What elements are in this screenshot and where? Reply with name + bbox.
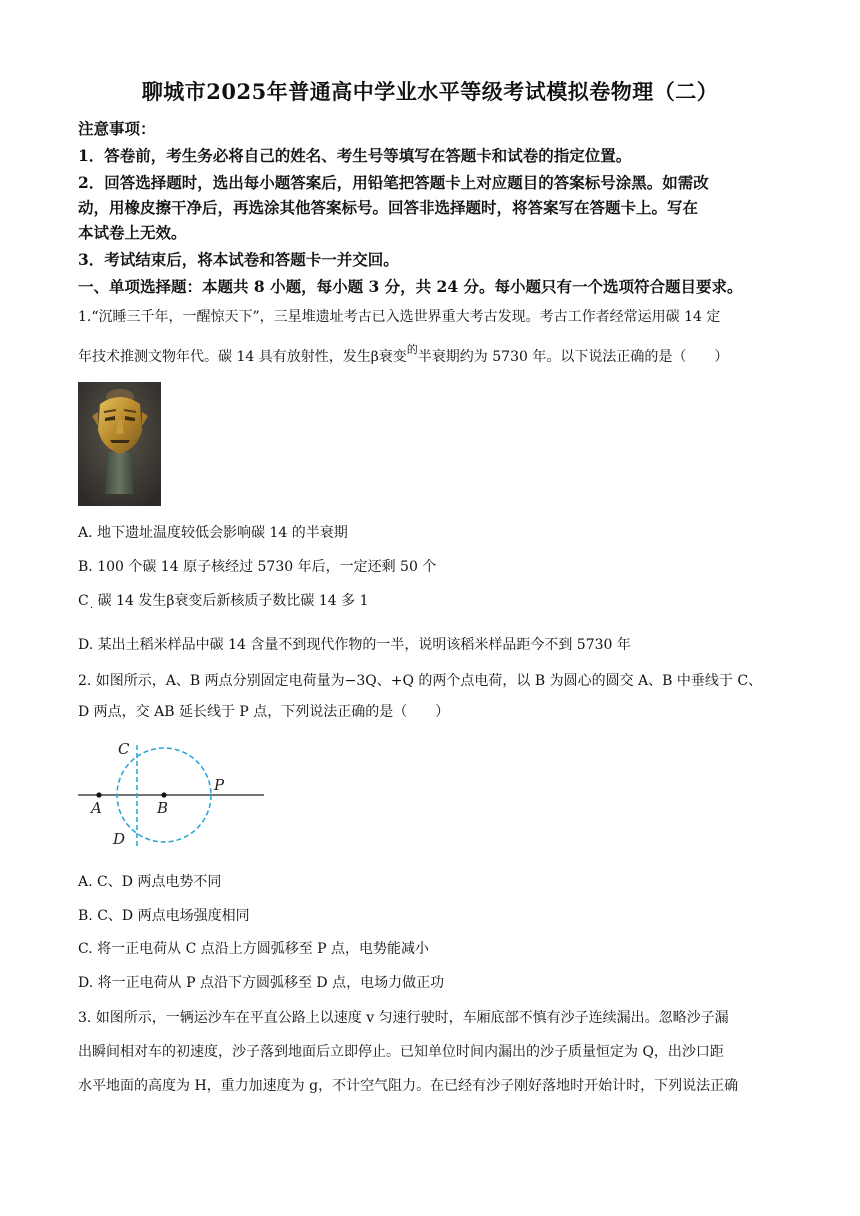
page-title: 聊城市2025年普通高中学业水平等级考试模拟卷物理（二） — [141, 79, 719, 104]
q1-option-a: A. 地下遗址温度较低会影响碳 14 的半衰期 — [78, 525, 348, 541]
point-b-dot — [161, 792, 166, 797]
notice-item-2-line-2: 动，用橡皮擦干净后，再选涂其他答案标号。回答非选择题时，将答案写在答题卡上。写在 — [78, 198, 699, 217]
q1-option-c — [78, 590, 369, 610]
notice-item-2-line-1: 2．回答选择题时，选出每小题答案后，用铅笔把答题卡上对应题目的答案标号涂黑。如需改 — [78, 173, 709, 192]
q2-option-c: C. 将一正电荷从 C 点沿上方圆弧移至 P 点，电势能减小 — [78, 941, 430, 957]
point-a-dot — [96, 792, 101, 797]
notice-item-3: 3．考试结束后，将本试卷和答题卡一并交回。 — [78, 250, 399, 269]
q1-stem-text-b: 半衰期约为 5730 年。以下说法正确的是（ ） — [417, 349, 729, 365]
notice-item-2-line-3: 本试卷上无效。 — [78, 223, 187, 242]
q1-option-c-letter: C — [78, 593, 89, 609]
q1-stem-text-a: 年技术推测文物年代。碳 14 具有放射性，发生β衰变 — [78, 349, 407, 365]
label-d: D — [113, 830, 126, 848]
q2-stem-line-1: 2. 如图所示，A、B 两点分别固定电荷量为−3Q、+Q 的两个点电荷，以 B 为圆心的圆交 A、B 中垂线于 C、 — [78, 673, 763, 689]
q1-option-b: B. 100 个碳 14 原子核经过 5730 年后，一定还剩 50 个 — [78, 559, 437, 575]
label-b: B — [157, 799, 169, 817]
q1-option-c-text: 碳 14 发生β衰变后新核质子数比碳 14 多 1 — [97, 593, 369, 609]
q2-stem-line-2: D 两点，交 AB 延长线于 P 点，下列说法正确的是（ ） — [78, 704, 450, 720]
q1-stem-line-2 — [78, 343, 729, 366]
notice-item-1: 1．答卷前，考生务必将自己的姓名、考生号等填写在答题卡和试卷的指定位置。 — [78, 146, 632, 165]
q3-stem-line-1: 3. 如图所示，一辆运沙车在平直公路上以速度 v 匀速行驶时，车厢底部不慎有沙子连续漏出。忽略沙子漏 — [78, 1010, 729, 1026]
bronze-mask-photo — [78, 382, 161, 506]
q1-stem-line-1: 1.“沉睡三千年，一醒惊天下”，三星堆遗址考古已入选世界重大考古发现。考古工作者经常运用碳 14 定 — [78, 309, 721, 325]
q2-option-b: B. C、D 两点电场强度相同 — [78, 908, 250, 924]
charge-circle-figure — [78, 735, 268, 854]
label-c: C — [118, 740, 130, 758]
q2-option-d: D. 将一正电荷从 P 点沿下方圆弧移至 D 点，电场力做正功 — [78, 975, 445, 991]
label-p: P — [214, 776, 225, 794]
q1-stem-superscript: 的 — [406, 343, 418, 356]
notice-heading: 注意事项： — [78, 119, 156, 138]
q3-stem-line-2: 出瞬间相对车的初速度，沙子落到地面后立即停止。已知单位时间内漏出的沙子质量恒定为 Q，出沙口距 — [78, 1044, 724, 1060]
label-a: A — [91, 799, 102, 817]
q3-stem-line-3: 水平地面的高度为 H，重力加速度为 g，不计空气阻力。在已经有沙子刚好落地时开始计时，下列说法正确 — [78, 1078, 739, 1094]
q1-option-d: D. 某出土稻米样品中碳 14 含量不到现代作物的一半，说明该稻米样品距今不到 5730 年 — [78, 637, 631, 653]
section-heading-single-choice: 一、单项选择题：本题共 8 小题，每小题 3 分，共 24 分。每小题只有一个选项符合题目要求。 — [78, 277, 743, 296]
q2-option-a: A. C、D 两点电势不同 — [78, 874, 222, 890]
q1-option-c-dot: · — [90, 603, 94, 614]
